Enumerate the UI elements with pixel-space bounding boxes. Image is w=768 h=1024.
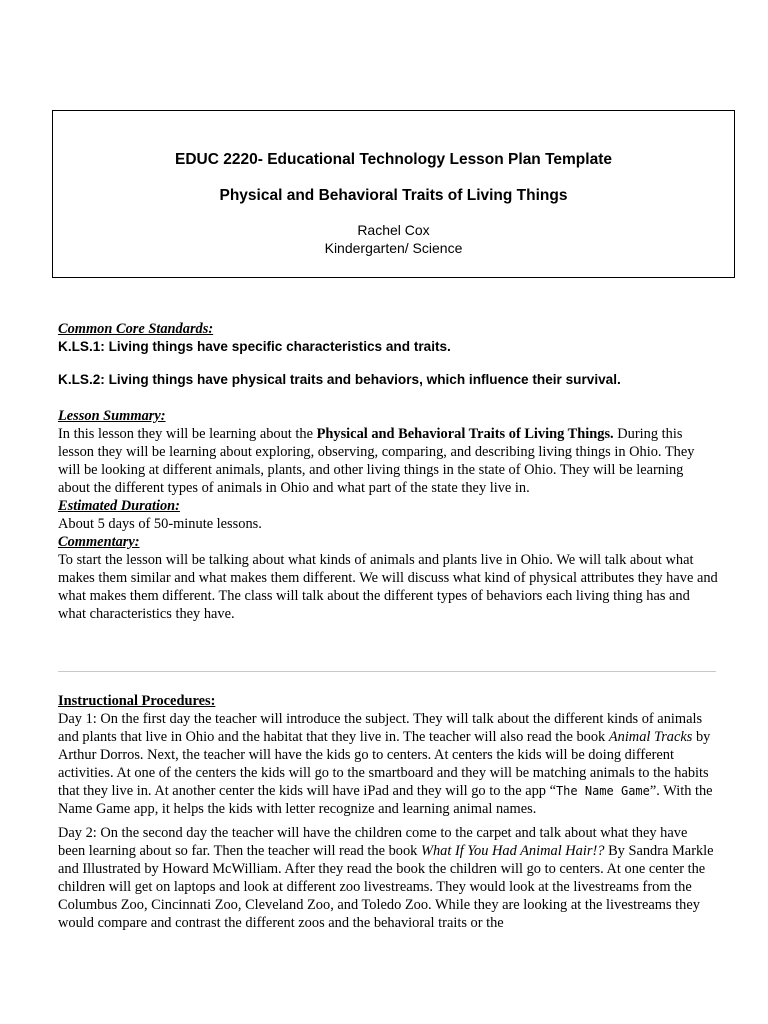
standard-kls2-block	[58, 371, 718, 389]
standards-heading: Common Core Standards:	[58, 321, 214, 337]
summary-text-b: During this lesson they will be learning about exploring, observing, comparing, and describing living things in Ohio. They will be looking at different animals, plants, and other living things in the state of Ohio. They will be learning about the different types of animals in Ohio and what part of the state they live in.	[58, 426, 695, 496]
procedures-section	[58, 692, 718, 932]
course-title: EDUC 2220- Educational Technology Lesson Plan Template	[175, 151, 612, 168]
duration-heading: Estimated Duration:	[58, 498, 180, 514]
grade-subject: Kindergarten/ Science	[324, 240, 463, 256]
standard-kls1: K.LS.1: Living things have specific characteristics and traits.	[58, 339, 451, 354]
summary-text-a: In this lesson they will be learning about the	[58, 426, 317, 442]
commentary-text: To start the lesson will be talking about what kinds of animals and plants live in Ohio. We will talk about what makes them similar and what makes them different. We will discuss what kind of physical attributes they have and what makes them different. The class will talk about the different types of behaviors each living thing has and what characteristics they have.	[58, 552, 718, 622]
title-box	[52, 110, 735, 278]
summary-heading: Lesson Summary:	[58, 408, 166, 424]
summary-text-bold: Physical and Behavioral Traits of Living Things.	[316, 426, 614, 442]
day1-app-name: The Name Game	[555, 784, 650, 798]
day2-paragraph	[58, 824, 718, 932]
procedures-heading: Instructional Procedures:	[58, 693, 216, 709]
author-name: Rachel Cox	[357, 222, 430, 238]
day1-book-title: Animal Tracks	[608, 729, 693, 745]
day1-text-a: Day 1: On the first day the teacher will introduce the subject. They will talk about the different kinds of animals and plants that live in Ohio and the habitat that they live in. The teacher will also read the book	[58, 711, 703, 745]
day2-text-a: Day 2: On the second day the teacher will have the children come to the carpet and talk about what they have been learning about so far. Then the teacher will read the book	[58, 825, 688, 859]
day2-book-title: What If You Had Animal Hair!?	[420, 843, 605, 859]
day1-paragraph	[58, 710, 718, 818]
duration-text: About 5 days of 50-minute lessons.	[58, 516, 262, 532]
lesson-title: Physical and Behavioral Traits of Living Things	[219, 187, 568, 204]
day1-text-b: by Arthur Dorros. Next, the teacher will have the kids go to centers. At centers the kids will be doing different activities. At one of the centers the kids will go to the smartboard and they will be matching animals to the habits that they live in. At another center the kids will have iPad and they will go to the app “	[58, 729, 711, 799]
standard-kls2: K.LS.2: Living things have physical traits and behaviors, which influence their survival.	[58, 372, 621, 387]
day1-text-c: ”. With the Name Game app, it helps the kids with letter recognize and learning animal names.	[58, 783, 713, 817]
standards-section	[58, 320, 718, 356]
commentary-heading: Commentary:	[58, 534, 140, 550]
summary-text	[58, 425, 718, 497]
section-divider	[58, 671, 716, 672]
day2-text-b: By Sandra Markle and Illustrated by Howard McWilliam. After they read the book the children will go to centers. At one center the children will get on laptops and look at different zoo livestreams. They would look at the livestreams from the Columbus Zoo, Cincinnati Zoo, Cleveland Zoo, and Toledo Zoo. While they are looking at the livestreams they would compare and contrast the different zoos and the behavioral traits or the	[58, 843, 714, 931]
summary-section	[58, 407, 718, 623]
